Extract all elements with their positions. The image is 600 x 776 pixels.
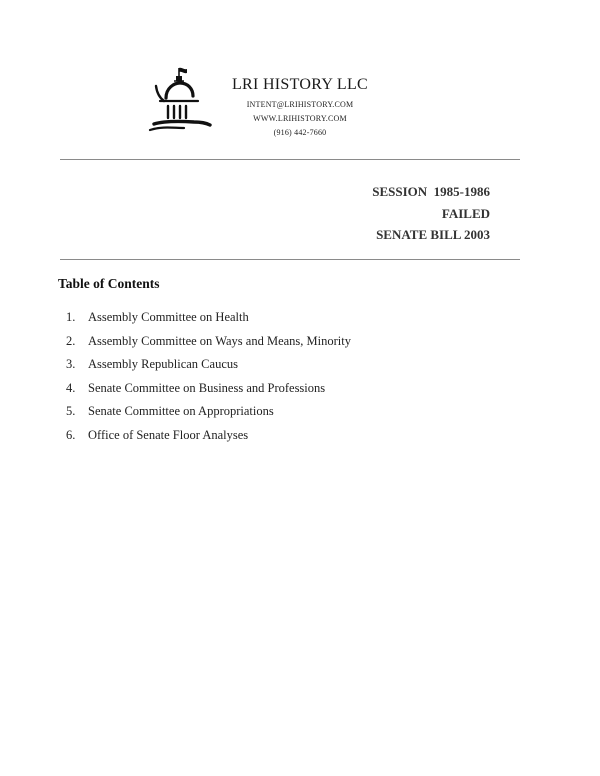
- toc-list: [66, 306, 351, 447]
- toc-item: [66, 400, 351, 424]
- header-divider: [60, 159, 520, 160]
- toc-item: [66, 424, 351, 448]
- toc-item: [66, 330, 351, 354]
- bill-status: FAILED: [441, 205, 490, 221]
- toc-item-number: 3.: [66, 357, 76, 371]
- toc-item-number: 2.: [66, 333, 76, 348]
- toc-item: [66, 306, 351, 330]
- toc-item-label: Senate Committee on Appropriations: [88, 404, 274, 418]
- toc-item-label: Office of Senate Floor Analyses: [88, 427, 249, 442]
- toc-item-label: Assembly Republican Caucus: [88, 357, 238, 371]
- company-email: INTENT@LRIHISTORY.COM: [246, 100, 354, 109]
- company-name: LRI HISTORY LLC: [231, 76, 369, 93]
- toc-item: [66, 353, 351, 377]
- bill-info: [372, 181, 490, 246]
- toc-item-label: Senate Committee on Business and Professions: [88, 380, 326, 395]
- toc-item-label: Assembly Committee on Ways and Means, Minority: [88, 333, 351, 348]
- session-label: SESSION 1985-1986: [372, 184, 490, 199]
- bill-divider: [60, 259, 520, 260]
- toc-item-number: 6.: [66, 427, 76, 442]
- toc-title: Table of Contents: [58, 276, 160, 291]
- toc-item-number: 4.: [66, 380, 76, 395]
- toc-item-number: 1.: [66, 310, 76, 324]
- toc-item-number: 5.: [66, 404, 76, 418]
- toc-item-label: Assembly Committee on Health: [88, 310, 249, 324]
- company-phone: (916) 442-7660: [273, 128, 327, 137]
- company-website: WWW.LRIHISTORY.COM: [253, 114, 347, 123]
- toc-item: [66, 377, 351, 401]
- bill-number: SENATE BILL 2003: [376, 227, 490, 242]
